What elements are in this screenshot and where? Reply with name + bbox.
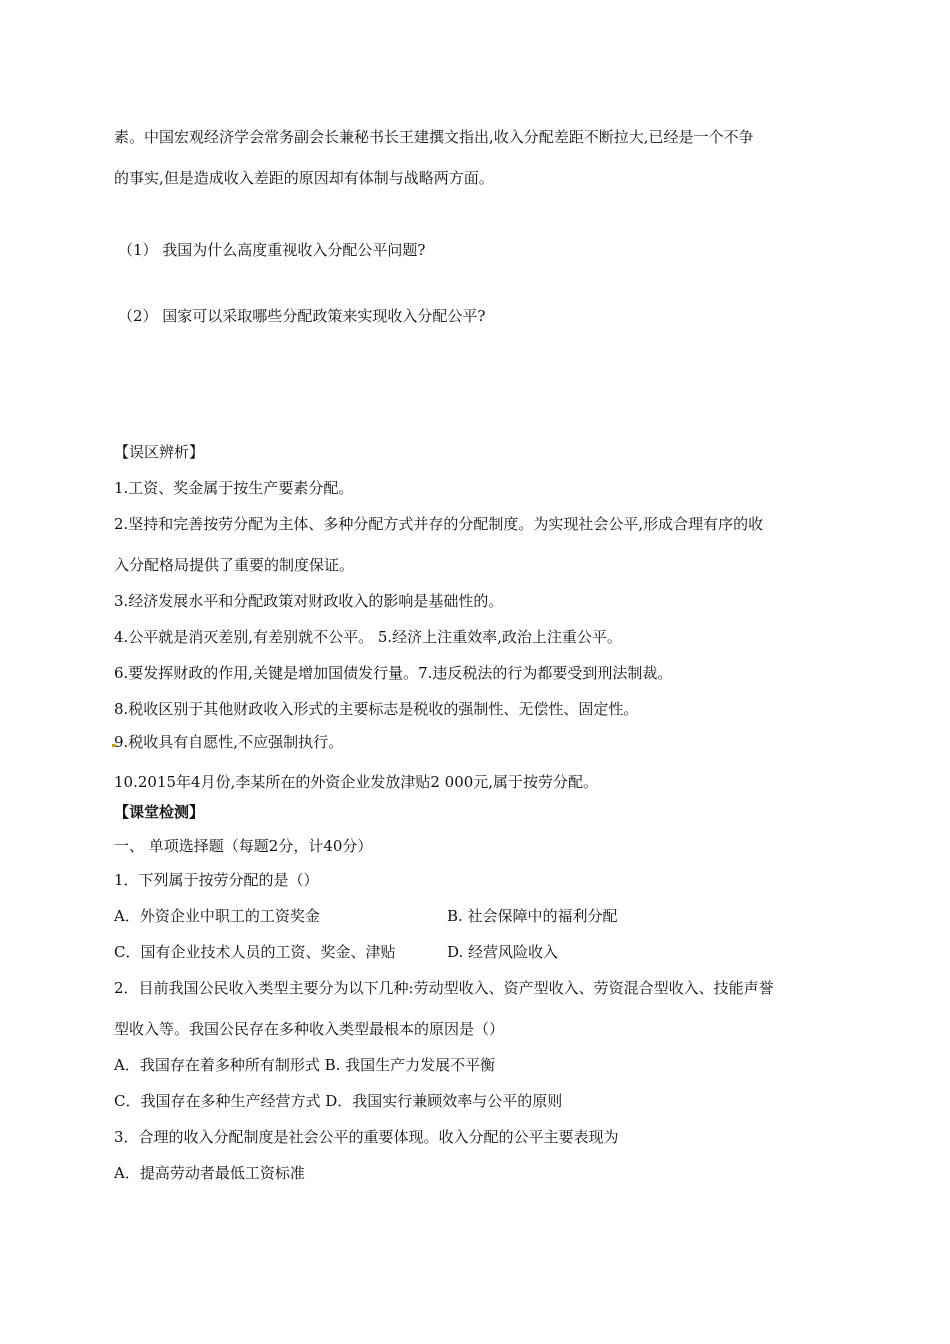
misconception-item: 1.工资、奖金属于按生产要素分配。 bbox=[114, 479, 354, 497]
intro-line-2: 的事实,但是造成收入差距的原因却有体制与战略两方面。 bbox=[114, 169, 494, 187]
intro-line-1: 素。中国宏观经济学会常务副会长兼秘书长王建撰文指出,收入分配差距不断拉大,已经是一个不争 bbox=[114, 128, 754, 146]
misconception-item: 10.2015年4月份,李某所在的外资企业发放津贴2 000元,属于按劳分配。 bbox=[114, 773, 599, 791]
q1-stem: 1．下列属于按劳分配的是（） bbox=[114, 871, 319, 889]
misconception-item: 6.要发挥财政的作用,关键是增加国债发行量。7.违反税法的行为都要受到刑法制裁。 bbox=[114, 664, 673, 682]
q2-stem-line-1: 2．目前我国公民收入类型主要分为以下几种:劳动型收入、资产型收入、劳资混合型收入、技能声誉 bbox=[114, 979, 774, 997]
misconception-item: 3.经济发展水平和分配政策对财政收入的影响是基础性的。 bbox=[114, 592, 504, 610]
q3-stem: 3．合理的收入分配制度是社会公平的重要体现。收入分配的公平主要表现为 bbox=[114, 1128, 619, 1146]
misconception-item: 9.税收具有自愿性,不应强制执行。 bbox=[114, 733, 344, 751]
question-2: （2） 国家可以采取哪些分配政策来实现收入分配公平? bbox=[118, 307, 486, 325]
section-title: 一、 单项选择题（每题2分，计40分） bbox=[114, 837, 373, 855]
q1-option-d: D. 经营风险收入 bbox=[447, 943, 559, 961]
misconceptions-heading: 【误区辨析】 bbox=[114, 443, 205, 461]
q2-stem-line-2: 型收入等。我国公民存在多种收入类型最根本的原因是（） bbox=[114, 1020, 505, 1038]
q1-option-b: B. 社会保障中的福利分配 bbox=[447, 907, 618, 925]
classroom-test-heading: 【课堂检测】 bbox=[114, 803, 205, 821]
q3-option-a: A．提高劳动者最低工资标准 bbox=[114, 1164, 305, 1182]
question-1: （1） 我国为什么高度重视收入分配公平问题? bbox=[118, 241, 426, 259]
misconception-item: 4.公平就是消灭差别,有差别就不公平。 5.经济上注重效率,政治上注重公平。 bbox=[114, 628, 622, 646]
misconception-item: 入分配格局提供了重要的制度保证。 bbox=[114, 556, 355, 574]
q1-option-a: A．外资企业中职工的工资奖金 bbox=[114, 907, 320, 925]
misconception-item: 8.税收区别于其他财政收入形式的主要标志是税收的强制性、无偿性、固定性。 bbox=[114, 700, 639, 718]
misconception-item: 2.坚持和完善按劳分配为主体、多种分配方式并存的分配制度。为实现社会公平,形成合理有序的收 bbox=[114, 515, 764, 533]
q2-options-cd: C．我国存在多种生产经营方式 D．我国实行兼顾效率与公平的原则 bbox=[114, 1092, 563, 1110]
q2-options-ab: A．我国存在着多种所有制形式 B. 我国生产力发展不平衡 bbox=[114, 1056, 496, 1074]
q1-option-c: C．国有企业技术人员的工资、奖金、津贴 bbox=[114, 943, 396, 961]
